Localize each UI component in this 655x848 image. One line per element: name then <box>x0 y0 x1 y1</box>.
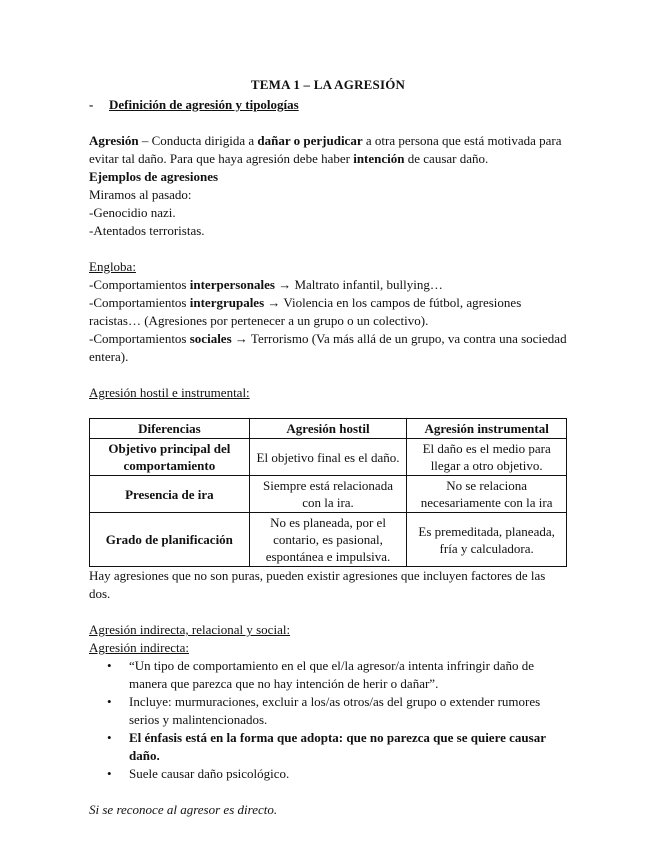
table-note: Hay agresiones que no son puras, pueden existir agresiones que incluyen factores de las dos. <box>89 568 546 601</box>
list-item-text: El énfasis está en la forma que adopta: que no parezca que se quiere causar daño. <box>129 730 546 763</box>
examples-heading-text: Ejemplos de agresiones <box>89 169 219 184</box>
bullet-icon: • <box>107 730 112 745</box>
definition-text-1: – Conducta dirigida a <box>138 133 258 148</box>
table-cell: Siempre está relacionada con la ira. <box>249 476 407 513</box>
subtitle-dash: - <box>89 97 94 112</box>
definition-bold-2: intención <box>353 151 405 166</box>
bullet-icon: • <box>107 766 112 781</box>
page-title: TEMA 1 – LA AGRESIÓN <box>250 77 406 92</box>
table-header: Agresión instrumental <box>407 419 567 439</box>
indirecta-heading: Agresión indirecta, relacional y social: <box>89 622 291 637</box>
bullet-icon: • <box>107 658 112 673</box>
table-cell: Es premeditada, planeada, fría y calculadora. <box>407 513 567 567</box>
engloba-pre: -Comportamientos <box>89 277 190 292</box>
engloba-line <box>89 330 567 366</box>
list-item-text: Suele causar daño psicológico. <box>129 766 290 781</box>
comparison-table <box>89 418 567 567</box>
definition-paragraph <box>89 132 567 168</box>
table-row <box>90 439 567 476</box>
engloba-bold: interpersonales <box>189 277 275 292</box>
example-item: -Genocidio nazi. <box>89 205 176 220</box>
indirecta-subheading: Agresión indirecta: <box>89 640 189 655</box>
example-item: -Atentados terroristas. <box>89 223 205 238</box>
list-item-text: Incluye: murmuraciones, excluir a los/as otros/as del grupo o extender rumores serios y malintencionados. <box>129 694 541 727</box>
examples-intro: Miramos al pasado: <box>89 187 192 202</box>
table-row-header: Presencia de ira <box>90 476 250 513</box>
definition-text-3: de causar daño. <box>404 151 489 166</box>
table-header: Diferencias <box>90 419 250 439</box>
bullet-icon: • <box>107 694 112 709</box>
list-item <box>89 693 567 729</box>
table-row <box>90 513 567 567</box>
list-item <box>89 729 567 765</box>
engloba-post: → Violencia en los campos de fútbol, agresiones racistas… (Agresiones por pertenecer a un grupo o un colectivo). <box>89 295 522 328</box>
table-header: Agresión hostil <box>249 419 407 439</box>
hostil-heading: Agresión hostil e instrumental: <box>89 385 250 400</box>
engloba-bold: intergrupales <box>189 295 265 310</box>
engloba-post: → Terrorismo (Va más allá de un grupo, va contra una sociedad entera). <box>89 331 567 364</box>
table-cell: El objetivo final es el daño. <box>249 439 407 476</box>
definition-text-2: a otra persona que está motivada para evitar tal daño. Para que haya agresión debe haber <box>89 133 562 166</box>
definition-term: Agresión <box>89 133 139 148</box>
engloba-line <box>89 294 567 330</box>
engloba-bold: sociales <box>189 331 232 346</box>
table-row <box>90 476 567 513</box>
definition-bold-1: dañar o perjudicar <box>257 133 363 148</box>
table-cell: No es planeada, por el contario, es pasional, espontánea e impulsiva. <box>249 513 407 567</box>
list-item <box>89 765 567 783</box>
engloba-pre: -Comportamientos <box>89 295 190 310</box>
footnote: Si se reconoce al agresor es directo. <box>89 802 278 817</box>
indirecta-list <box>89 657 567 783</box>
subtitle-text: Definición de agresión y tipologías <box>109 97 299 112</box>
engloba-line <box>89 276 567 294</box>
engloba-pre: -Comportamientos <box>89 331 190 346</box>
document-page <box>89 76 567 819</box>
list-item <box>89 657 567 693</box>
section-subtitle <box>89 96 567 114</box>
table-row-header: Objetivo principal del comportamiento <box>90 439 250 476</box>
examples-heading <box>89 168 567 186</box>
table-cell: No se relaciona necesariamente con la ira <box>407 476 567 513</box>
table-cell: El daño es el medio para llegar a otro objetivo. <box>407 439 567 476</box>
list-item-text: “Un tipo de comportamiento en el que el/la agresor/a intenta infringir daño de manera que parezca que no hay intención de herir o dañar”. <box>129 658 535 691</box>
engloba-post: → Maltrato infantil, bullying… <box>274 277 443 292</box>
engloba-heading: Engloba: <box>89 259 136 274</box>
table-row-header: Grado de planificación <box>90 513 250 567</box>
table-header-row <box>90 419 567 439</box>
